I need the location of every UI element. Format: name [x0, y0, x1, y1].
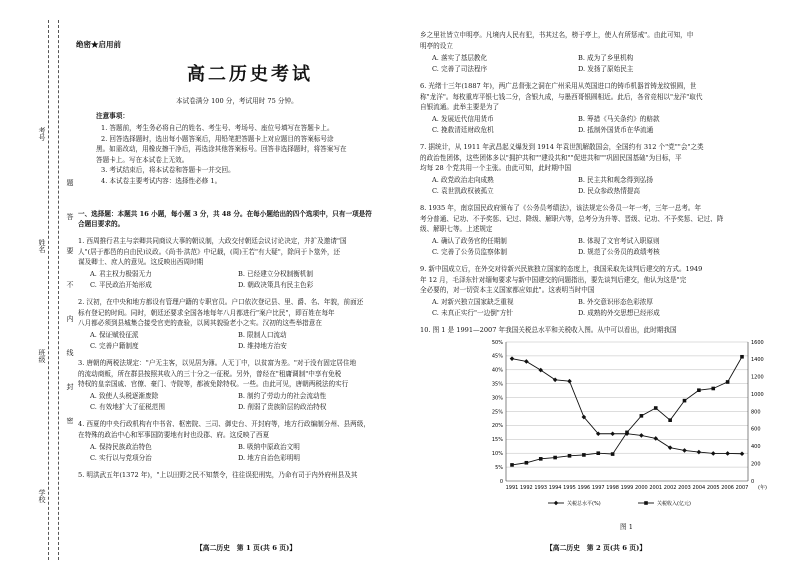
option-b[interactable]: B. 限制人口流动 — [238, 331, 287, 339]
option-d[interactable]: D. 规范了公务员的政绩考核 — [578, 248, 660, 256]
left-tick-label: 40% — [491, 367, 503, 374]
left-tick-label: 20% — [491, 423, 503, 430]
x-tick-label: 1995 — [563, 485, 576, 491]
binding-line-inner — [58, 20, 59, 560]
question-4 — [78, 419, 370, 440]
tariff-chart — [478, 336, 778, 521]
option-d[interactable]: D. 地方自治色彩明明 — [238, 454, 300, 462]
option-d[interactable]: D. 成熟的外交思想已经形成 — [578, 309, 660, 317]
question-line: 谋及卿士、庶人的意见。这反映出西周时期 — [78, 258, 204, 266]
option-c[interactable]: C. 实行以与党项分治 — [90, 454, 152, 462]
question-line: 的流动商贩，所在群县按照其收入的三十分之一征税。另外，曾经在"租庸调制"中享有免税 — [78, 369, 342, 378]
data-point-square — [726, 380, 730, 384]
option-c[interactable]: C. 完善户籍制度 — [90, 342, 139, 350]
section-heading-cont: 合题目要求的。 — [78, 220, 125, 228]
right-tick-label: 600 — [751, 426, 761, 433]
right-tick-label: 200 — [751, 461, 761, 468]
question-line: 标有登记的时间。同时，朝廷还要求全国各地每年八月都进行"案户比民"，即百姓在每年 — [78, 308, 335, 317]
option-b[interactable]: B. 筹措《马关条约》的赔款 — [578, 115, 660, 123]
x-tick-label: 1997 — [591, 485, 605, 491]
data-point-square — [553, 456, 557, 460]
data-point-square — [697, 388, 701, 392]
page-footer: 【高二历史 第 2 页(共 6 页)】 — [546, 544, 647, 552]
binding-line — [48, 20, 49, 560]
data-point-diamond — [639, 433, 644, 438]
option-d[interactable]: D. 削弱了贵族阶层的政治特权 — [238, 403, 327, 411]
section-heading: 一、选择题：本题共 16 小题，每小题 3 分，共 48 分。在每小题给出的四个选项中，只有一项是符 — [78, 210, 372, 218]
left-tick-label: 35% — [491, 381, 503, 388]
question-9 — [420, 264, 702, 296]
option-a[interactable]: A. 君主权力极弱无力 — [90, 270, 152, 278]
right-tick-label: 800 — [751, 409, 761, 416]
class-label: 班级 — [38, 349, 46, 364]
data-point-square — [668, 418, 672, 422]
notice-line: 2. 回答选择题时，选出每小题答案后，用铅笔把答题卡上对应题目的答案标号涂 — [101, 134, 334, 143]
seal-char: 要 — [66, 247, 74, 255]
option-a[interactable]: A. 发展近代信用货币 — [432, 115, 494, 123]
x-tick-label: 2007 — [735, 485, 749, 491]
option-c[interactable]: C. 挽救清廷财政危机 — [432, 126, 494, 134]
data-point-diamond — [524, 359, 529, 364]
option-c[interactable]: C. 有效地扩大了征税范围 — [90, 403, 165, 411]
notice-line: 黑。如需改动，用橡皮擦干净后，再选涂其他答案标号。回答非选择题时，将答案写在 — [96, 145, 347, 153]
figure-caption: 图 1 — [620, 523, 633, 531]
x-tick-label: 2003 — [678, 485, 691, 491]
left-tick-label: 5% — [495, 464, 503, 471]
x-axis-label: (年) — [758, 485, 767, 491]
left-tick-label: 45% — [491, 353, 503, 360]
question-line: 7. 据统计，从 1911 年武昌起义爆发到 1914 年袁世凯解散国会，全国约有 312 个"党""会"之类 — [420, 143, 704, 151]
question-line: 的政治性团体，这些团体多以"拥护共和""建设共和""促进共和""巩固民国基础"为目标，平 — [420, 153, 682, 162]
option-a[interactable]: A. 保证赋役征派 — [90, 331, 139, 339]
data-point-diamond — [653, 436, 658, 441]
question-line: 乡之里社皆立申明亭。凡境内人民有犯，书其过名，榜于亭上，使人有所惩戒"。由此可知，申 — [420, 31, 694, 39]
data-point-diamond — [668, 445, 673, 450]
data-point-square — [539, 457, 543, 461]
option-b[interactable]: B. 制约了劳动力的社会流动性 — [238, 392, 327, 400]
question-line: 1. 西周推行君主与亲卿共同商议大事的朝议制，大政交付朝廷会议讨论决定，并扩及邀请"国 — [78, 237, 347, 245]
x-tick-label: 2004 — [692, 485, 706, 491]
data-point-square — [582, 453, 586, 457]
question-line: 级、解职七等。上述规定 — [420, 225, 493, 233]
notice-list — [96, 123, 347, 186]
series-line-2 — [512, 357, 742, 465]
x-tick-label: 1999 — [620, 485, 634, 491]
x-tick-label: 1998 — [606, 485, 619, 491]
legend-marker-diamond — [554, 501, 559, 506]
right-tick-label: 1400 — [751, 357, 764, 364]
data-point-diamond — [610, 431, 615, 436]
question-line: 人"(居于都邑的自由民)议政。《尚书·洪范》中记载，(周)王若"有大疑"，除问于卜筮外，还 — [78, 247, 341, 256]
option-b[interactable]: B. 民主共和观念得到弘扬 — [578, 176, 653, 184]
option-b[interactable]: B. 已经建立分权制衡机制 — [238, 270, 313, 278]
right-tick-label: 1600 — [751, 339, 764, 346]
data-point-square — [625, 431, 629, 435]
data-point-square — [525, 461, 529, 465]
question-8 — [420, 203, 723, 235]
seal-char: 题 — [66, 179, 74, 187]
question-line: 称"龙洋"。每枚重库平银七钱二分，含银九成，与墨西哥银圆相近。此后，各省竞相以"龙洋"取代 — [420, 92, 703, 101]
x-tick-label: 1991 — [505, 485, 519, 491]
option-c[interactable]: C. 完善了公务员监察体制 — [432, 248, 507, 256]
data-point-diamond — [711, 451, 716, 456]
x-tick-label: 1994 — [548, 485, 562, 491]
option-b[interactable]: B. 外交意识形态色彩浓厚 — [578, 298, 653, 306]
option-d[interactable]: D. 维持地方治安 — [238, 342, 287, 350]
left-tick-label: 15% — [491, 437, 503, 444]
option-a[interactable]: A. 对新兴独立国家缺乏重视 — [432, 298, 514, 306]
right-tick-label: 1200 — [751, 374, 764, 381]
option-d[interactable]: D. 抵制外国货币在华流通 — [578, 126, 654, 134]
question-line: 自银流通。此举主要是为了 — [420, 103, 500, 111]
x-tick-label: 1992 — [520, 485, 533, 491]
question-line: 考分普通、记功、不予奖惩、记过、降级、解职六等，总考分为升等、晋级、记功、不予奖惩、记过、降 — [420, 214, 724, 223]
question-line: 4. 西夏的中央行政机构有中书省、枢密院、三司、御史台、开封府等，地方行政编制分州、县两级， — [78, 420, 370, 428]
right-tick-label: 1000 — [751, 391, 764, 398]
data-point-square — [596, 451, 600, 455]
exam-no-label: 考号 — [38, 127, 46, 142]
question-line: 3. 唐朝的两税法规定："户无主客，以见居为簿。人无丁中，以贫富为差。"对于没有固定居住地 — [78, 359, 357, 367]
legend-marker-square — [644, 501, 648, 505]
data-point-square — [640, 414, 644, 418]
legend-label: 关税收入(亿元) — [657, 500, 691, 507]
option-a[interactable]: A. 致使人头税逐渐废除 — [90, 392, 159, 400]
option-c[interactable]: C. 平民政治开始形成 — [90, 281, 152, 289]
question-7 — [420, 142, 704, 174]
seal-char: 不 — [66, 281, 74, 289]
left-tick-label: 30% — [491, 395, 503, 402]
option-b[interactable]: B. 吸纳中原政治文明 — [238, 443, 300, 451]
question-10: 10. 图 1 是 1991—2007 年我国关税总水平和关税收入图。从中可以看出，此时期我国 — [420, 326, 677, 334]
left-tick-label: 25% — [491, 409, 503, 416]
question-5-continued — [420, 30, 693, 51]
data-point-square — [654, 406, 658, 410]
question-2 — [78, 297, 363, 329]
page-footer: 【高二历史 第 1 页(共 6 页)】 — [196, 544, 297, 552]
notice-line: 1. 答题前，考生务必将自己的姓名、考生号、考场号、座位号填写在答题卡上。 — [101, 124, 334, 132]
notice-line: 3. 考试结束后，将本试卷和答题卡一并交回。 — [101, 166, 235, 174]
option-a[interactable]: A. 确认了政务官的任期制 — [432, 237, 507, 245]
option-d[interactable]: D. 发扬了原始民主 — [578, 65, 634, 73]
option-c[interactable]: C. 未真正实行"一边倒"方针 — [432, 309, 514, 317]
right-tick-label: 400 — [751, 444, 761, 451]
name-label: 姓名 — [38, 239, 46, 254]
question-line: 9. 新中国成立后，在外交对待新兴民族独立国家的态度上，我国采取先谈判后建交的方式。1949 — [420, 265, 703, 273]
question-line: 均每 28 个党共用一个主张。由此可知，此时期中国 — [420, 164, 572, 172]
x-tick-label: 1993 — [534, 485, 548, 491]
option-c[interactable]: C. 袁世凯政权被孤立 — [432, 187, 494, 195]
data-point-square — [611, 452, 615, 456]
x-tick-label: 2002 — [663, 485, 677, 491]
option-b[interactable]: B. 体现了文官考试入职原则 — [578, 237, 660, 245]
data-point-square — [568, 454, 572, 458]
data-point-square — [711, 387, 715, 391]
question-line: 在特殊的政治中心和军事国防要地有时也设郡、府。这反映了西夏 — [78, 430, 270, 439]
question-line: 明亭的设立 — [420, 41, 453, 50]
option-c[interactable]: C. 完善了司法程序 — [432, 65, 488, 73]
data-point-square — [740, 355, 744, 359]
option-a[interactable]: A. 保持民族政治特色 — [90, 443, 152, 451]
confidential-label: 绝密★启用前 — [76, 40, 121, 49]
left-tick-label: 50% — [491, 339, 503, 346]
question-line: 八月都必须到县城集合接受官吏的查验，以阅其貌验老小之实。汉初的这些举措意在 — [78, 319, 322, 327]
x-tick-label: 2005 — [706, 485, 720, 491]
question-6 — [420, 81, 702, 113]
question-3 — [78, 358, 356, 390]
data-point-diamond — [510, 356, 515, 361]
option-d[interactable]: D. 朝政决策具有民主色彩 — [238, 281, 314, 289]
seal-char: 内 — [66, 315, 74, 323]
data-point-square — [683, 399, 687, 403]
school-label: 学校 — [38, 489, 46, 504]
option-d[interactable]: D. 民众参政热情提高 — [578, 187, 640, 195]
notice-line: 4. 本试卷主要考试内容：选择性必修 1。 — [101, 176, 222, 185]
seal-char: 密 — [66, 417, 74, 425]
legend-label: 关税总水平(%) — [567, 500, 601, 507]
question-line: 2. 汉初，在中央和地方都设有管理户籍的专职官员。户口依次登记县、里、爵、名、年貌，前面还 — [78, 298, 364, 306]
notice-line: 答题卡上。写在本试卷上无效。 — [96, 155, 189, 164]
data-point-diamond — [740, 451, 745, 456]
x-tick-label: 2000 — [635, 485, 648, 491]
option-b[interactable]: B. 成为了乡里机构 — [578, 54, 634, 62]
right-tick-label: 0 — [751, 478, 755, 485]
x-tick-label: 2006 — [721, 485, 734, 491]
seal-char: 答 — [66, 213, 74, 221]
question-1 — [78, 236, 347, 268]
question-line: 年 12 月，毛泽东针对缅甸要求与新中国建交的问题指出，要先谈判后建交，他认为这是"完 — [420, 275, 687, 284]
data-point-diamond — [725, 451, 730, 456]
seal-char: 封 — [66, 383, 74, 391]
notice-title: 注意事项： — [96, 112, 129, 120]
data-point-diamond — [567, 379, 572, 384]
data-point-square — [510, 463, 514, 467]
question-5: 5. 明洪武五年(1372 年)，"上以田野之民不知禁令，往往误犯刑宪，乃命有司于内外府州县及其 — [78, 471, 358, 479]
left-tick-label: 0 — [499, 478, 503, 485]
page-title: 高二历史考试 — [187, 64, 313, 85]
question-line: 6. 光绪十三年(1887 年)，两广总督张之洞在广州采用从英国进口的铸币机器首铸龙纹银圆，世 — [420, 82, 697, 90]
seal-char: 线 — [66, 349, 74, 357]
data-point-diamond — [697, 450, 702, 455]
x-tick-label: 2001 — [649, 485, 663, 491]
question-line: 全必要的，对一切资本主义国家都应如此"。这表明当时中国 — [420, 286, 595, 294]
question-line: 8. 1935 年，南京国民政府颁布了《公务员考绩法》，该法规定公务员一年一考，三年一总考。年 — [420, 204, 702, 212]
x-tick-label: 1996 — [577, 485, 591, 491]
question-line: 特权的皇亲国戚、官僚、豪门、寺院等，都被免除特权。一些。由此可见，唐朝两税法的实行 — [78, 380, 349, 388]
data-point-diamond — [682, 448, 687, 453]
left-tick-label: 10% — [491, 451, 503, 457]
option-a[interactable]: A. 落实了基层教化 — [432, 54, 488, 62]
exam-info: 本试卷满分 100 分，考试用时 75 分钟。 — [176, 97, 298, 105]
option-a[interactable]: A. 政党政治走向成熟 — [432, 176, 494, 184]
